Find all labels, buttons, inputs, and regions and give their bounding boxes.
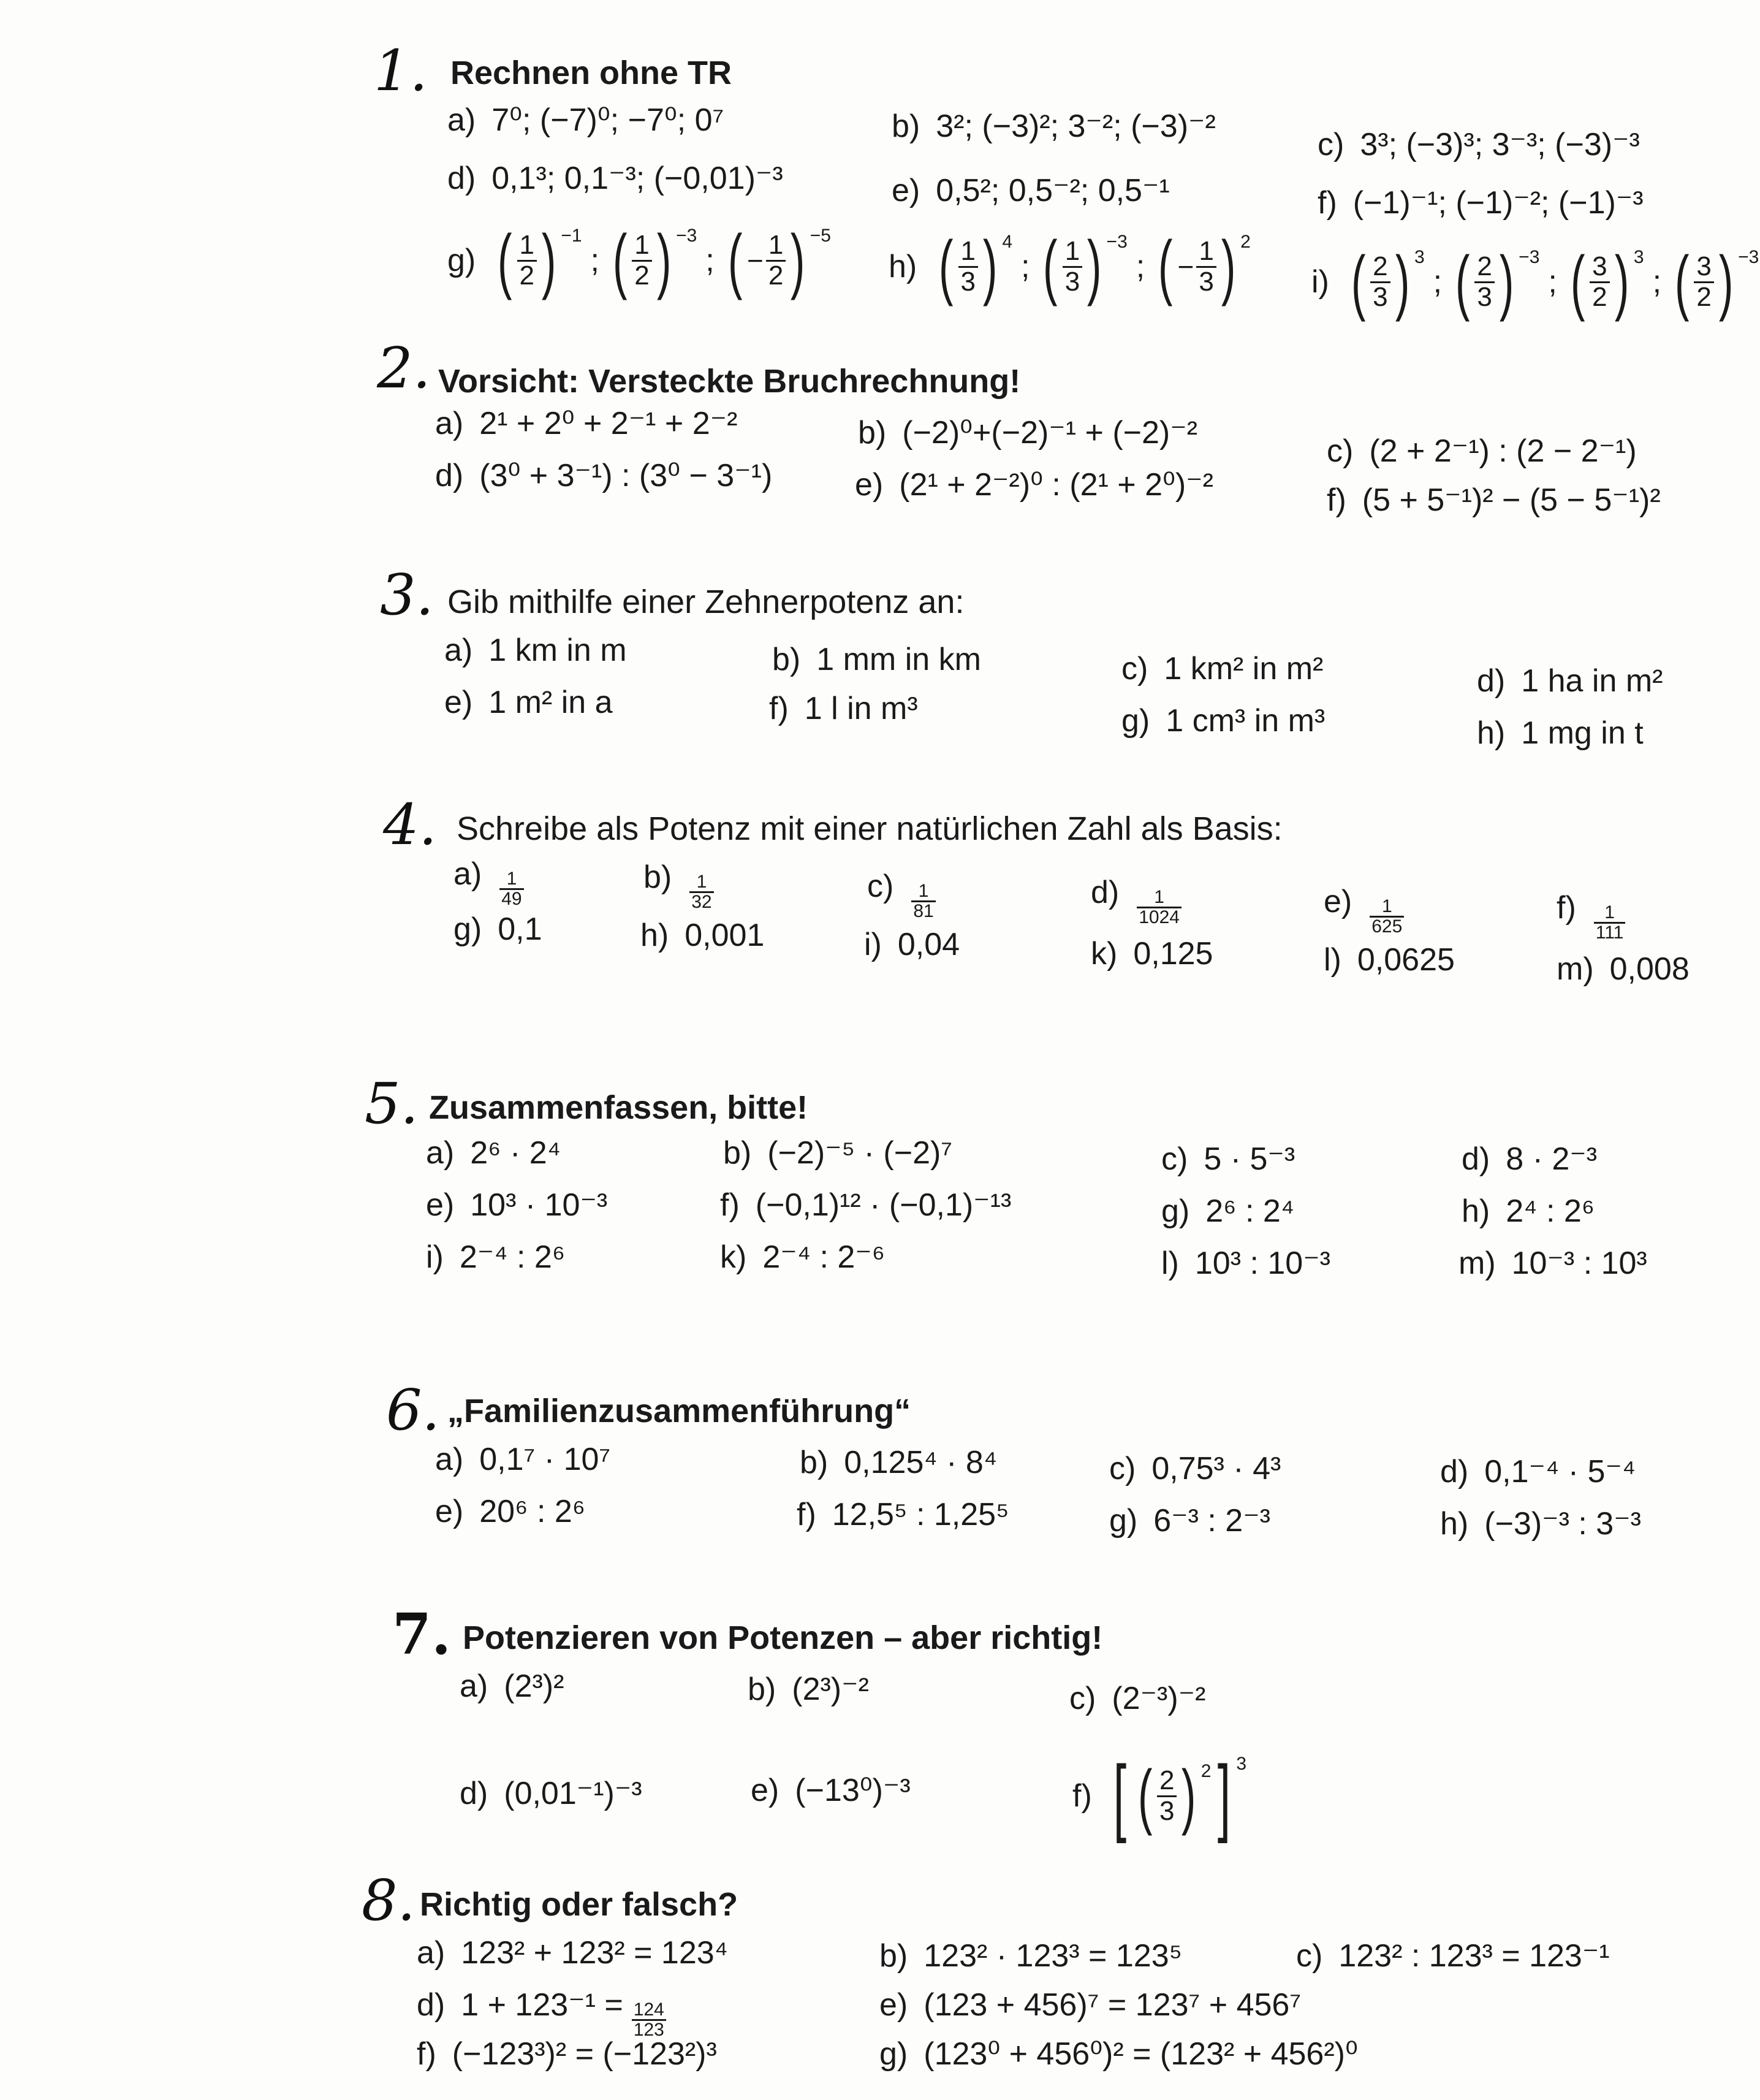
task-1f: f) (−1)⁻¹; (−1)⁻²; (−1)⁻³: [1318, 185, 1644, 221]
exercise-number: 3.: [380, 562, 434, 628]
task-8c: c) 123² : 123³ = 123⁻¹: [1296, 1938, 1610, 1974]
task-4k: k) 0,125: [1091, 936, 1213, 972]
exercise-number: 4.: [383, 792, 437, 858]
fraction-power: ( − $\frac{1}{3}$ ) 2: [1158, 226, 1251, 307]
exercise-title: Richtig oder falsch?: [420, 1886, 738, 1923]
exercise-title: Schreibe als Potenz mit einer natürlichen Zahl als Basis:: [457, 810, 1283, 847]
fraction-power: ( 1 2 ) −3: [612, 220, 697, 301]
task-7c: c) (2⁻³)⁻²: [1069, 1681, 1206, 1716]
task-6c: c) 0,75³ · 4³: [1109, 1451, 1281, 1486]
task-1i: i) ( 2 3 ) 3 ; ( 2 3 ) −3 ; ( 3 2 ) 3 ; ( 3 2 ) −3: [1311, 242, 1759, 322]
fraction: $\frac{1}{49}$: [499, 870, 523, 908]
task-8b: b) 123² · 123³ = 123⁵: [879, 1938, 1183, 1974]
task-6e: e) 20⁶ : 2⁶: [435, 1494, 586, 1529]
task-1h: h) ( 1 3 ) 4 ; ( 1 3 ) −3 ; ( − $\frac{1}{3}$ ) 2: [889, 226, 1251, 307]
fraction-power: ( 3 2 ) −3: [1674, 242, 1759, 322]
task-5i: i) 2⁻⁴ : 2⁶: [426, 1239, 566, 1275]
fraction-power: ( 1 3 ) 4: [939, 226, 1013, 307]
task-3g: g) 1 cm³ in m³: [1121, 703, 1326, 739]
fraction-power: ( 2 3 ) −3: [1455, 242, 1540, 322]
task-1e: e) 0,5²; 0,5⁻²; 0,5⁻¹: [892, 173, 1170, 208]
task-5g: g) 2⁶ : 2⁴: [1161, 1193, 1295, 1229]
task-6g: g) 6⁻³ : 2⁻³: [1109, 1503, 1270, 1539]
fraction-power: ( 3 2 ) 3: [1570, 242, 1644, 322]
fraction-power: ( 1 2 ) −1: [498, 220, 582, 301]
task-7f: f) [ ( 2 3 ) 2 ] 3: [1072, 1748, 1247, 1844]
task-4g: g) 0,1: [453, 911, 542, 947]
fraction: $\frac{124}{123}$: [632, 2001, 666, 2039]
task-7d: d) (0,01⁻¹)⁻³: [460, 1776, 642, 1811]
exercise-title: Gib mithilfe einer Zehnerpotenz an:: [447, 584, 965, 620]
task-2f: f) (5 + 5⁻¹)² − (5 − 5⁻¹)²: [1327, 482, 1661, 518]
exercise-number: 7.: [392, 1601, 452, 1667]
task-3c: c) 1 km² in m²: [1121, 651, 1324, 687]
task-6d: d) 0,1⁻⁴ · 5⁻⁴: [1440, 1454, 1636, 1489]
task-4f: f) $\frac{1}{111}$: [1557, 892, 1627, 935]
fraction-power: ( − $\frac{1}{2}$ ) −5: [727, 220, 831, 301]
exercise-number: 5.: [365, 1071, 419, 1136]
exercise-title: Potenzieren von Potenzen – aber richtig!: [463, 1619, 1103, 1656]
task-2e: e) (2¹ + 2⁻²)⁰ : (2¹ + 2⁰)⁻²: [855, 467, 1213, 503]
task-1c: c) 3³; (−3)³; 3⁻³; (−3)⁻³: [1318, 127, 1640, 162]
fraction: $\frac{1}{81}$: [911, 882, 935, 921]
fraction: $\frac{1}{1024}$: [1137, 888, 1182, 927]
task-2c: c) (2 + 2⁻¹) : (2 − 2⁻¹): [1327, 433, 1637, 469]
task-8e: e) (123 + 456)⁷ = 123⁷ + 456⁷: [879, 1987, 1302, 2023]
task-5e: e) 10³ · 10⁻³: [426, 1187, 608, 1223]
exercise-number: 1.: [374, 38, 428, 104]
task-8f: f) (−123³)² = (−123²)³: [417, 2036, 717, 2072]
task-8d: d) 1 + 123⁻¹ = $\frac{124}{123}$: [417, 1989, 668, 2032]
task-6b: b) 0,125⁴ · 8⁴: [800, 1445, 998, 1480]
task-7b: b) (2³)⁻²: [748, 1672, 869, 1707]
task-2a: a) 2¹ + 2⁰ + 2⁻¹ + 2⁻²: [435, 406, 738, 441]
task-6h: h) (−3)⁻³ : 3⁻³: [1440, 1506, 1641, 1542]
task-4c: c) $\frac{1}{81}$: [867, 870, 938, 913]
task-4m: m) 0,008: [1557, 951, 1690, 987]
task-5a: a) 2⁶ · 2⁴: [426, 1135, 561, 1171]
fraction-power: ( 1 3 ) −3: [1043, 226, 1128, 307]
task-3e: e) 1 m² in a: [444, 685, 613, 720]
task-4l: l) 0,0625: [1324, 942, 1455, 978]
exercise-title: Zusammenfassen, bitte!: [429, 1089, 808, 1126]
task-1g: g) ( 1 2 ) −1 ; ( 1 2 ) −3 ; ( − $\frac{1}{2}$ ) −5: [447, 220, 831, 301]
fraction-power: ( 2 3 ) 3: [1351, 242, 1425, 322]
task-5l: l) 10³ : 10⁻³: [1161, 1246, 1330, 1281]
fraction: $\frac{1}{32}$: [689, 873, 713, 911]
task-3b: b) 1 mm in km: [772, 642, 981, 677]
task-1d: d) 0,1³; 0,1⁻³; (−0,01)⁻³: [447, 161, 783, 196]
task-5m: m) 10⁻³ : 10³: [1458, 1246, 1647, 1281]
task-4h: h) 0,001: [640, 918, 765, 953]
task-1b: b) 3²; (−3)²; 3⁻²; (−3)⁻²: [892, 108, 1216, 144]
task-6f: f) 12,5⁵ : 1,25⁵: [797, 1497, 1009, 1532]
task-5h: h) 2⁴ : 2⁶: [1462, 1193, 1595, 1229]
exercise-number: 2.: [377, 335, 431, 401]
exercise-title: „Familienzusammenführung“: [447, 1393, 911, 1429]
task-3a: a) 1 km in m: [444, 633, 627, 668]
task-7e: e) (−13⁰)⁻³: [751, 1773, 911, 1808]
task-2d: d) (3⁰ + 3⁻¹) : (3⁰ − 3⁻¹): [435, 458, 773, 493]
fraction-power: ( 2 3 ) 2: [1137, 1756, 1212, 1836]
task-4i: i) 0,04: [864, 927, 960, 962]
task-8a: a) 123² + 123² = 123⁴: [417, 1935, 729, 1971]
task-5d: d) 8 · 2⁻³: [1462, 1141, 1598, 1177]
task-4b: b) $\frac{1}{32}$: [643, 861, 716, 904]
task-4a: a) $\frac{1}{49}$: [453, 858, 526, 901]
exercise-title: Vorsicht: Versteckte Bruchrechnung!: [438, 363, 1021, 400]
task-2b: b) (−2)⁰+(−2)⁻¹ + (−2)⁻²: [858, 415, 1198, 451]
task-5b: b) (−2)⁻⁵ · (−2)⁷: [723, 1135, 953, 1171]
task-3f: f) 1 l in m³: [769, 691, 918, 726]
task-8g: g) (123⁰ + 456⁰)² = (123² + 456²)⁰: [879, 2036, 1358, 2072]
task-5f: f) (−0,1)¹² · (−0,1)⁻¹³: [720, 1187, 1012, 1223]
task-5k: k) 2⁻⁴ : 2⁻⁶: [720, 1239, 886, 1275]
task-4d: d) $\frac{1}{1024}$: [1091, 877, 1183, 919]
exercise-number: 6.: [386, 1377, 440, 1443]
task-6a: a) 0,1⁷ · 10⁷: [435, 1442, 611, 1477]
task-7a: a) (2³)²: [460, 1668, 564, 1704]
exercise-title: Rechnen ohne TR: [450, 55, 732, 91]
task-3d: d) 1 ha in m²: [1477, 663, 1663, 699]
task-1a: a) 7⁰; (−7)⁰; −7⁰; 0⁷: [447, 102, 724, 138]
exercise-number: 8.: [362, 1868, 415, 1933]
task-3h: h) 1 mg in t: [1477, 715, 1644, 751]
task-4e: e) $\frac{1}{625}$: [1324, 886, 1406, 929]
task-5c: c) 5 · 5⁻³: [1161, 1141, 1295, 1177]
fraction: $\frac{1}{111}$: [1594, 904, 1626, 942]
fraction: $\frac{1}{625}$: [1370, 897, 1404, 936]
